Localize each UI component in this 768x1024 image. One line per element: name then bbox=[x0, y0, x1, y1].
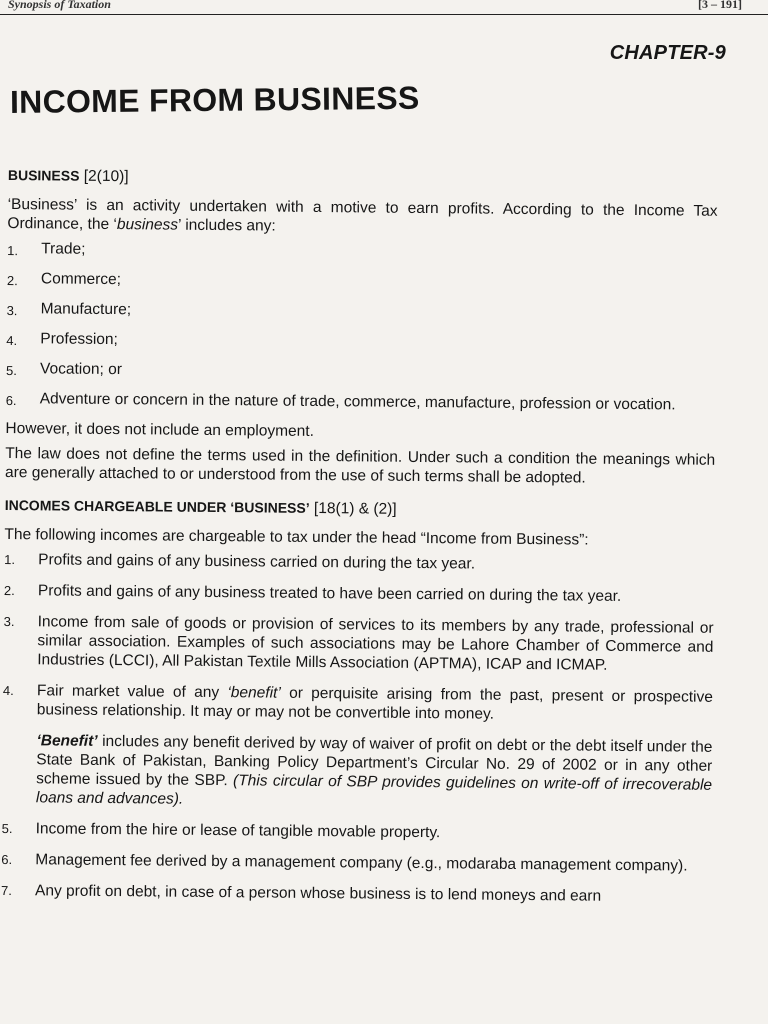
list-text: Profession; bbox=[40, 330, 118, 349]
list-number: 7. bbox=[0, 882, 12, 899]
section-heading-business bbox=[8, 166, 718, 192]
list-text: Trade; bbox=[41, 240, 86, 258]
list-item bbox=[3, 681, 713, 726]
list-text: Any profit on debt, in case of a person whose business is to lend moneys and earn bbox=[34, 882, 602, 905]
incomes-intro: The following incomes are chargeable to tax under the head “Income from Business”: bbox=[4, 525, 589, 549]
benefit-note bbox=[36, 731, 713, 813]
list-number: 4. bbox=[2, 682, 14, 699]
definition-text-end: ’ includes any: bbox=[177, 216, 276, 235]
list-item bbox=[1, 881, 711, 907]
page-title: INCOME FROM BUSINESS bbox=[9, 79, 420, 120]
list-text: Adventure or concern in the nature of trade, commerce, manufacture, profession or vocation. bbox=[39, 390, 676, 414]
list-text-part: or perquisite arising from the past, present or prospective business relationship. It may or may not be convertible into money. bbox=[36, 684, 713, 723]
list-item bbox=[6, 329, 716, 357]
list-text: Management fee derived by a management company (e.g., modaraba management company). bbox=[35, 851, 688, 875]
list-item bbox=[6, 359, 716, 387]
list-item bbox=[2, 819, 712, 845]
list-number: 5. bbox=[5, 362, 17, 379]
running-header-right: [3 – 191] bbox=[698, 0, 742, 11]
list-number: 3. bbox=[6, 302, 18, 319]
section-heading-text: BUSINESS bbox=[7, 166, 80, 184]
list-text: Profits and gains of any business carried on during the tax year. bbox=[38, 551, 476, 573]
list-number: 1. bbox=[7, 242, 19, 259]
list-number: 6. bbox=[5, 392, 17, 409]
list-number: 1. bbox=[4, 551, 16, 568]
list-number: 4. bbox=[6, 332, 18, 349]
list-item bbox=[7, 239, 717, 267]
benefit-text: includes any benefit derived by way of waiver of profit on debt or the debt itself under the State Bank of Pakistan, Banking Policy Department’s Circular No. 29 of 2002 or in any other scheme issued by the SBP. bbox=[36, 732, 713, 790]
chargeable-incomes-list-continued bbox=[1, 819, 712, 907]
list-number: 2. bbox=[3, 582, 15, 599]
list-text: Vocation; or bbox=[39, 360, 122, 379]
list-item bbox=[1, 850, 711, 876]
list-item bbox=[7, 299, 717, 327]
list-item bbox=[7, 269, 717, 297]
list-item bbox=[6, 389, 716, 417]
running-header-left: Synopsis of Taxation bbox=[8, 0, 111, 11]
list-item bbox=[4, 581, 714, 607]
list-number: 3. bbox=[3, 613, 15, 630]
business-definition bbox=[7, 195, 717, 240]
definition-text: ‘Business’ is an activity undertaken with a motive to earn profits. According to the Income Tax Ordinance, the ‘ bbox=[7, 195, 718, 234]
list-text: Profits and gains of any business treated to have been carried on during the tax year. bbox=[37, 582, 622, 605]
list-text-part: Fair market value of any bbox=[36, 682, 228, 702]
section-reference: [18(1) & (2)] bbox=[313, 499, 397, 518]
page-content bbox=[1, 166, 718, 919]
employment-exclusion: However, it does not include an employment. bbox=[5, 419, 315, 440]
list-text bbox=[37, 681, 713, 725]
benefit-emphasis: ‘benefit’ bbox=[227, 684, 281, 702]
section-heading-text: INCOMES CHARGEABLE UNDER ‘BUSINESS’ bbox=[4, 496, 310, 516]
list-text: Manufacture; bbox=[40, 300, 132, 319]
list-number: 5. bbox=[1, 820, 13, 837]
business-includes-list bbox=[6, 239, 718, 417]
list-item bbox=[4, 550, 714, 576]
list-text: Income from the hire or lease of tangible movable property. bbox=[35, 820, 441, 842]
chargeable-incomes-list bbox=[3, 550, 715, 726]
law-note: The law does not define the terms used in the definition. Under such a condition the meanings which are generally attached to or understood from the use of such terms shall be adopted. bbox=[4, 444, 716, 487]
benefit-italic-note: (This circular of SBP provides guidelines on write-off of irrecoverable loans and advances). bbox=[35, 772, 713, 808]
list-number: 2. bbox=[6, 272, 18, 289]
list-item bbox=[3, 612, 714, 676]
list-number: 6. bbox=[1, 851, 13, 868]
section-reference: [2(10)] bbox=[83, 167, 129, 186]
benefit-term: ‘Benefit’ bbox=[36, 732, 98, 750]
definition-emphasis: business bbox=[116, 216, 179, 234]
list-text: Income from sale of goods or provision of services to its members by any trade, professional or similar association. Examples of such associations may be Lahore Chamber of Commerce and Industries (LCCI), All Pakistan Textile Mills Association (APTMA), ICAP and ICMAP. bbox=[37, 613, 714, 674]
chapter-label: CHAPTER-9 bbox=[609, 42, 726, 64]
list-text: Commerce; bbox=[40, 270, 122, 289]
